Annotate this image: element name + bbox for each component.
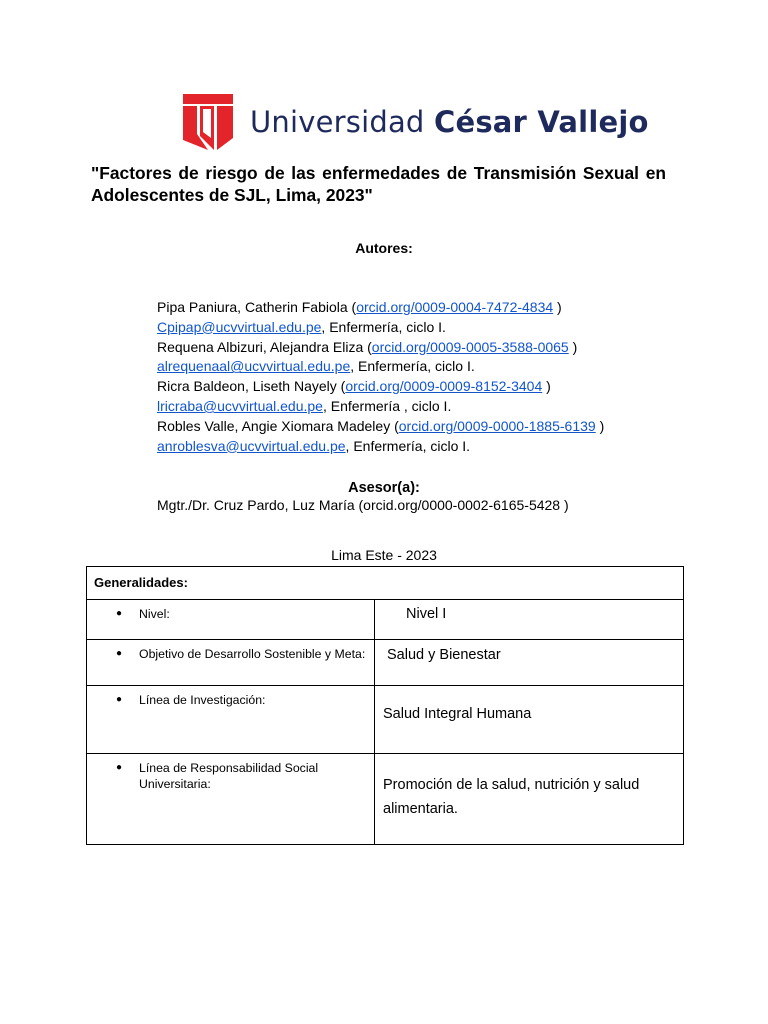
- email-link[interactable]: anroblesva@ucvvirtual.edu.pe: [157, 437, 346, 454]
- bullet-icon: ●: [116, 648, 123, 659]
- row-value-cell: [375, 600, 684, 640]
- advisor-line: Mgtr./Dr. Cruz Pardo, Luz María (orcid.org/0000-0002-6165-5428 ): [157, 497, 569, 513]
- row-label: Línea de Investigación:: [139, 693, 266, 707]
- row-value: Salud y Bienestar: [387, 647, 501, 663]
- row-label-cell: [87, 686, 375, 754]
- author-entry: [157, 417, 604, 457]
- table-row: [87, 754, 684, 845]
- author-program: , Enfermería, ciclo I.: [321, 318, 446, 335]
- place-date: Lima Este - 2023: [331, 547, 437, 563]
- authors-list: [157, 298, 604, 456]
- author-close: ): [542, 378, 551, 395]
- author-close: ): [568, 338, 578, 355]
- ucv-shield-icon: [183, 94, 233, 150]
- author-name: Robles Valle, Angie Xiomara Madeley (: [157, 417, 399, 434]
- university-logo: [183, 94, 649, 150]
- generalities-heading: Generalidades:: [87, 567, 684, 600]
- row-value: Promoción de la salud, nutrición y salud alimentaria.: [383, 777, 640, 817]
- email-link[interactable]: alrequenaal@ucvvirtual.edu.pe: [157, 358, 351, 375]
- row-label: Objetivo de Desarrollo Sostenible y Meta:: [139, 647, 366, 661]
- row-label: Nivel:: [139, 607, 170, 621]
- author-entry: [157, 338, 604, 378]
- author-close: ): [553, 299, 562, 315]
- author-name: Pipa Paniura, Catherin Fabiola (: [157, 299, 357, 315]
- bullet-icon: ●: [116, 762, 123, 773]
- orcid-link[interactable]: orcid.org/0009-0005-3588-0065: [371, 338, 569, 355]
- row-value: Nivel I: [406, 606, 447, 622]
- row-label-cell: [87, 640, 375, 686]
- table-row: [87, 640, 684, 686]
- bullet-icon: ●: [116, 608, 123, 619]
- row-value-cell: [375, 640, 684, 686]
- author-program: , Enfermería , ciclo I.: [322, 397, 452, 414]
- email-link[interactable]: lricraba@ucvvirtual.edu.pe: [157, 397, 323, 414]
- table-row: [87, 686, 684, 754]
- logo-name-bold: César Vallejo: [433, 105, 649, 139]
- row-label-cell: [87, 600, 375, 640]
- logo-wordmark: [250, 105, 649, 139]
- email-link[interactable]: Cpipap@ucvvirtual.edu.pe: [157, 318, 322, 335]
- authors-heading: Autores:: [355, 240, 413, 256]
- author-name: Requena Albizuri, Alejandra Eliza (: [157, 338, 372, 355]
- author-name: Ricra Baldeon, Liseth Nayely (: [157, 378, 346, 395]
- row-label: Línea de Responsabilidad Social Universitaria:: [139, 761, 319, 791]
- bullet-icon: ●: [116, 694, 123, 705]
- row-label-cell: [87, 754, 375, 845]
- author-program: , Enfermería, ciclo I.: [345, 437, 471, 454]
- advisor-heading: Asesor(a):: [348, 480, 420, 496]
- orcid-link[interactable]: orcid.org/0009-0009-8152-3404: [345, 378, 543, 395]
- row-value-cell: [375, 686, 684, 754]
- author-program: , Enfermería, ciclo I.: [350, 358, 475, 375]
- orcid-link[interactable]: orcid.org/0009-0004-7472-4834: [356, 299, 554, 315]
- author-close: ): [595, 417, 605, 434]
- table-row: [87, 600, 684, 640]
- logo-name-regular: Universidad: [250, 105, 434, 139]
- author-entry: [157, 377, 604, 417]
- generalities-table: [86, 566, 684, 845]
- orcid-link[interactable]: orcid.org/0009-0000-1885-6139: [398, 417, 596, 434]
- author-entry: [157, 298, 604, 338]
- row-value: Salud Integral Humana: [383, 706, 532, 722]
- document-title: "Factores de riesgo de las enfermedades de Transmisión Sexual en Adolescentes de SJL, Lima, 2023": [91, 163, 666, 205]
- row-value-cell: [375, 754, 684, 845]
